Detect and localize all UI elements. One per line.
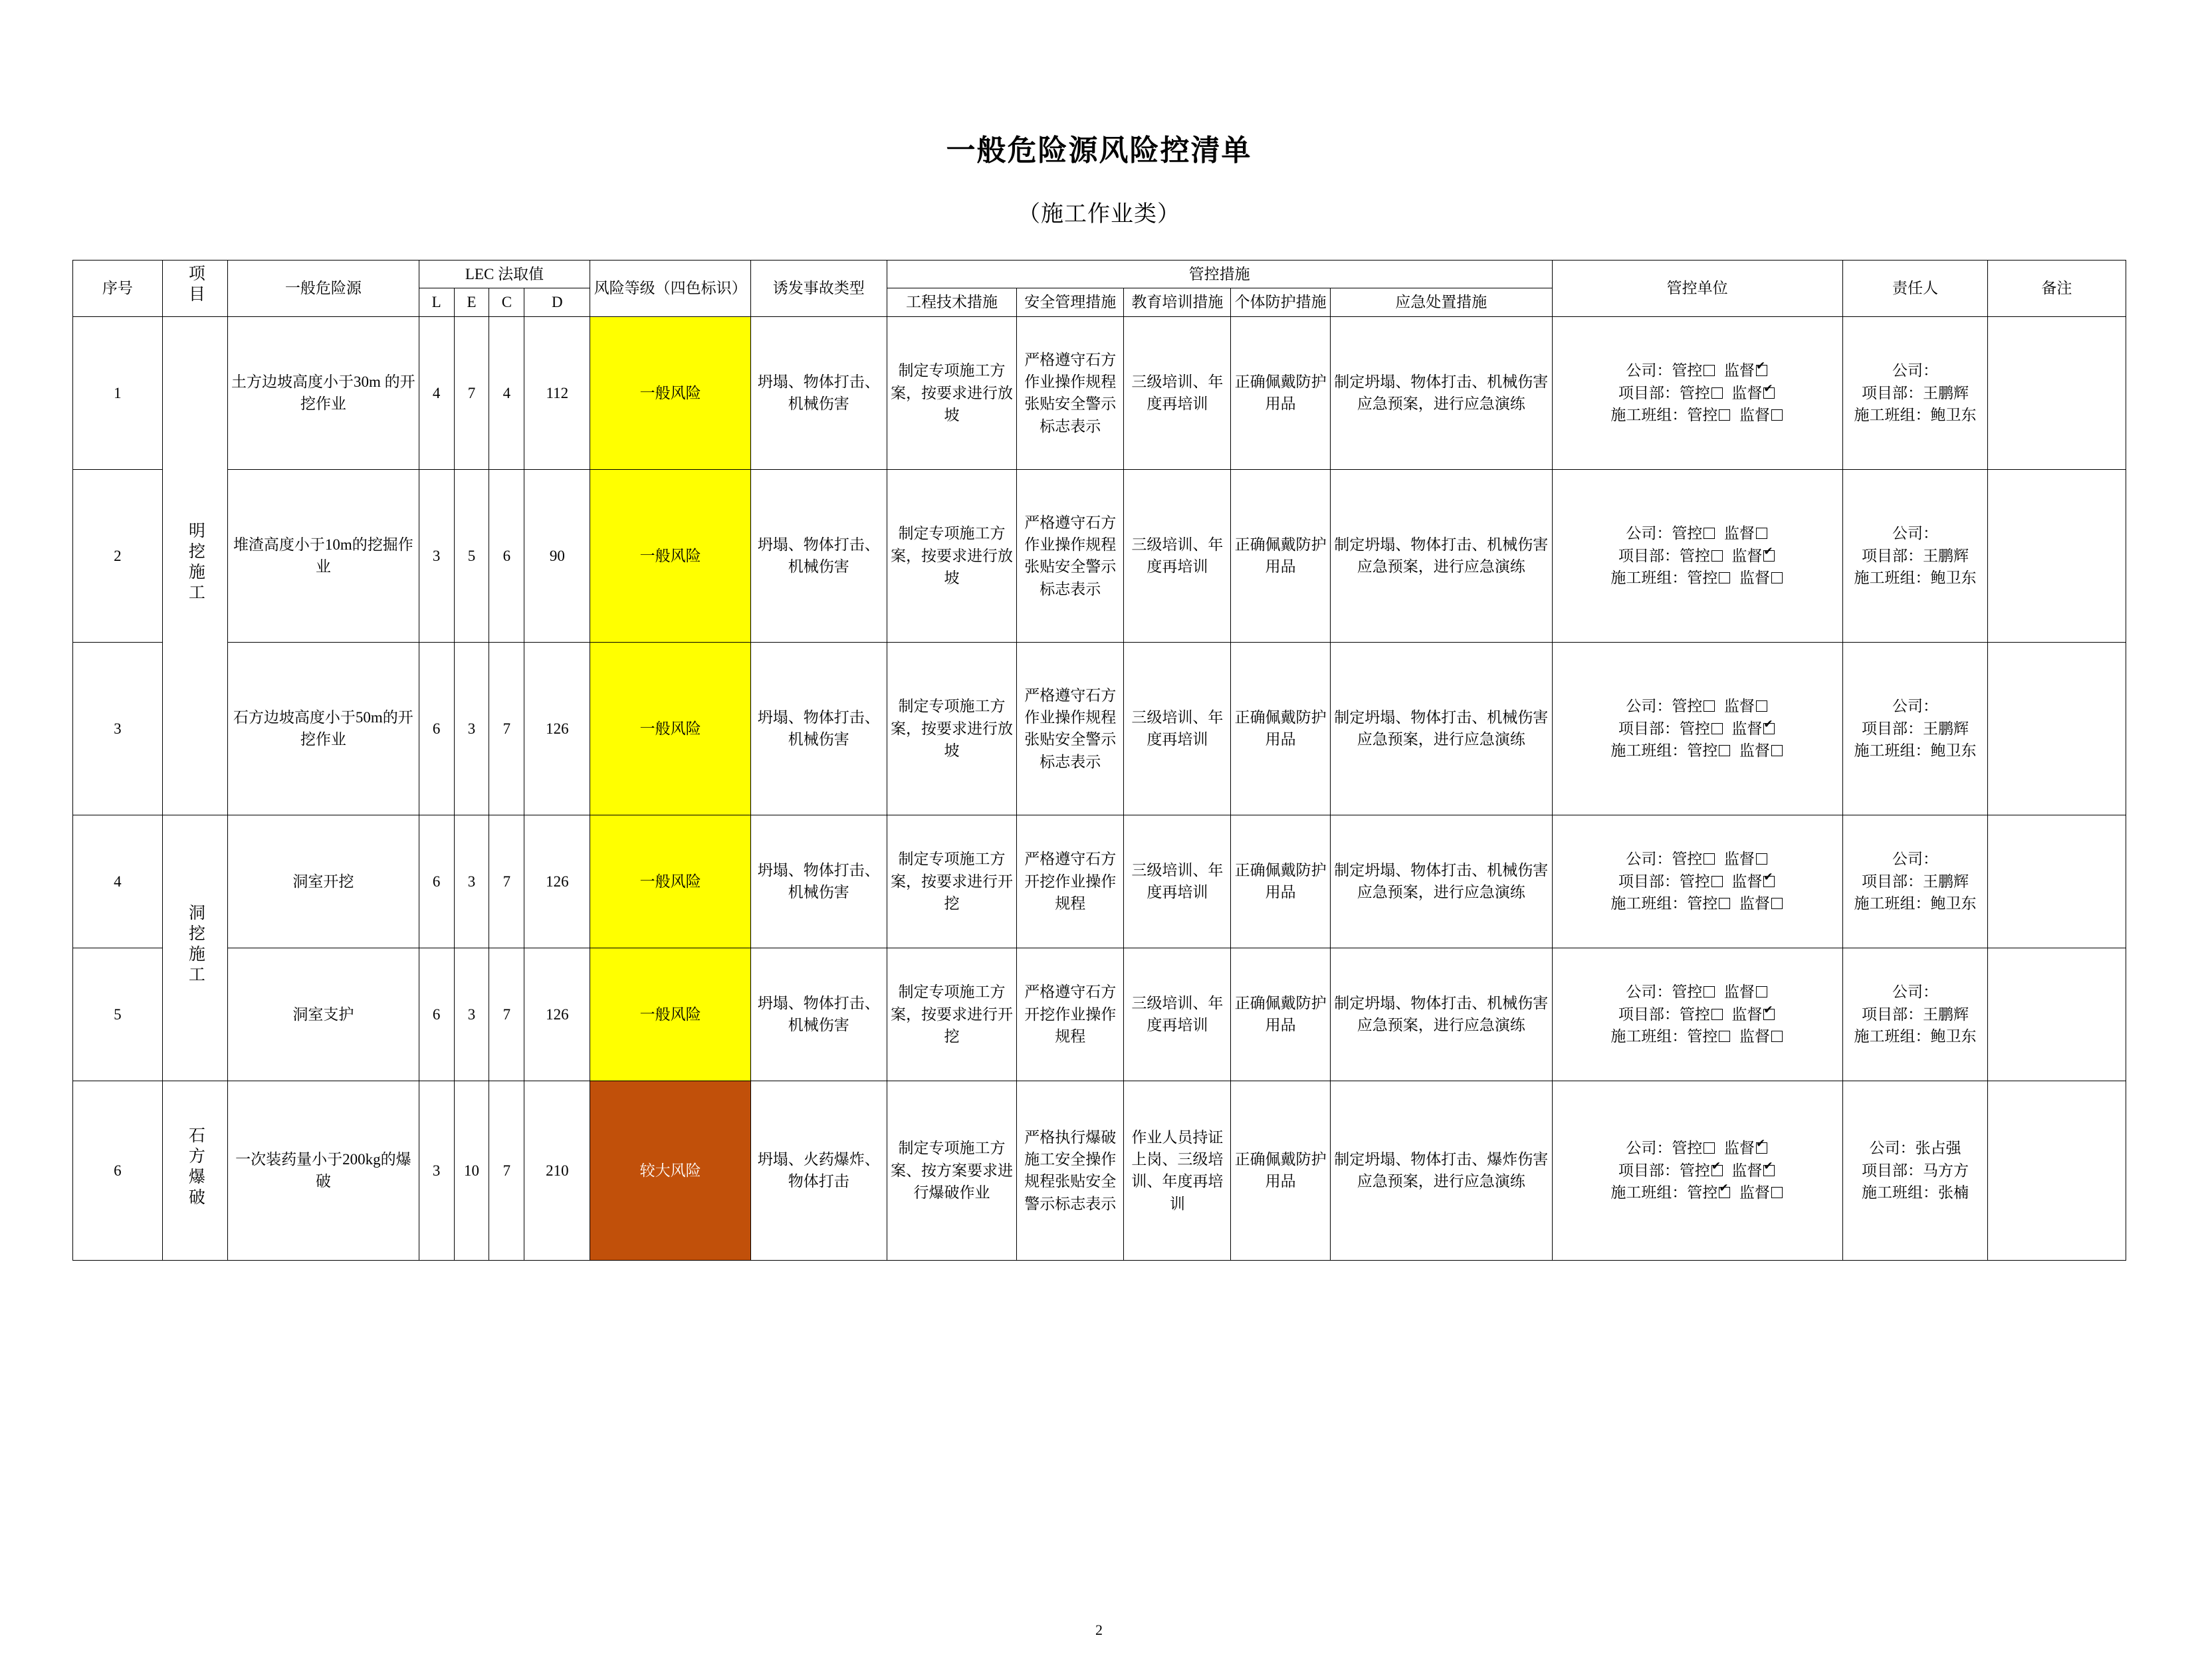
control-unit-line-company — [1555, 981, 1840, 1003]
control-unit-label: 施工班组： — [1610, 742, 1688, 759]
cell-emergency: 制定坍塌、物体打击、机械伤害 应急预案，进行应急演练 — [1330, 815, 1552, 948]
checkbox-supervise-company[interactable] — [1756, 700, 1767, 712]
cell-accident-type: 坍塌、火药爆炸、物体打击 — [750, 1081, 887, 1260]
project-group-label: 明挖施工 — [186, 521, 205, 604]
checkbox-control-company[interactable] — [1703, 853, 1715, 865]
table-row — [72, 815, 2126, 948]
cell-accident-type: 坍塌、物体打击、机械伤害 — [750, 948, 887, 1081]
cell-lec-l: 3 — [419, 469, 454, 642]
responsible-line: 项目部：王鹏辉 — [1861, 873, 1969, 890]
supervise-checkbox-label: 监督 — [1723, 851, 1755, 868]
checkbox-supervise-company[interactable] — [1756, 365, 1767, 376]
cell-lec-d: 90 — [524, 469, 590, 642]
checkbox-supervise-crew[interactable] — [1771, 572, 1783, 583]
cell-remark — [1988, 815, 2126, 948]
cell-hazard: 一次装药量小于200kg的爆破 — [228, 1081, 419, 1260]
control-unit-label: 项目部： — [1618, 1005, 1680, 1023]
control-unit-line-company — [1555, 360, 1840, 381]
checkbox-supervise-company[interactable] — [1756, 1142, 1767, 1154]
responsible-line: 项目部：王鹏辉 — [1861, 1005, 1969, 1023]
cell-seq: 6 — [72, 1081, 163, 1260]
cell-lec-c: 4 — [489, 316, 524, 469]
cell-lec-e: 3 — [454, 642, 489, 815]
cell-control-unit — [1552, 1081, 1842, 1260]
supervise-checkbox-label: 监督 — [1739, 742, 1770, 759]
header-engineering: 工程技术措施 — [887, 288, 1017, 316]
cell-control-unit — [1552, 642, 1842, 815]
responsible-line: 公司： — [1892, 698, 1938, 715]
cell-responsible — [1842, 469, 1988, 642]
header-lec-e: E — [454, 288, 489, 316]
supervise-checkbox-label: 监督 — [1739, 406, 1770, 423]
cell-education: 三级培训、年度再培训 — [1124, 948, 1231, 1081]
control-unit-line-project-dept — [1555, 1003, 1840, 1025]
control-unit-line-crew — [1555, 1025, 1840, 1047]
header-responsible: 责任人 — [1842, 261, 1988, 317]
responsible-line: 施工班组：鲍卫东 — [1854, 742, 1977, 759]
control-unit-label: 项目部： — [1618, 384, 1680, 401]
cell-engineering: 制定专项施工方案，按要求进行放坡 — [887, 316, 1017, 469]
responsible-line: 公司： — [1892, 362, 1938, 379]
control-unit-line-crew — [1555, 404, 1840, 426]
responsible-line: 公司：张占强 — [1869, 1140, 1961, 1157]
control-unit-line-project-dept — [1555, 382, 1840, 404]
control-checkbox-label: 管控 — [1672, 1140, 1703, 1157]
responsible-line: 施工班组：鲍卫东 — [1854, 1027, 1977, 1045]
header-emergency: 应急处置措施 — [1330, 288, 1552, 316]
control-checkbox-label: 管控 — [1679, 384, 1710, 401]
cell-responsible — [1842, 815, 1988, 948]
checkbox-control-company[interactable] — [1703, 528, 1715, 539]
supervise-checkbox-label: 监督 — [1739, 894, 1770, 912]
checkbox-supervise-company[interactable] — [1756, 853, 1767, 865]
checkbox-supervise-company[interactable] — [1756, 528, 1767, 539]
cell-emergency: 制定坍塌、物体打击、机械伤害 应急预案，进行应急演练 — [1330, 948, 1552, 1081]
cell-project-group — [163, 815, 228, 1081]
responsible-line: 施工班组：张楠 — [1861, 1184, 1969, 1201]
cell-lec-e: 10 — [454, 1081, 489, 1260]
supervise-checkbox-label: 监督 — [1723, 362, 1755, 379]
cell-lec-l: 6 — [419, 642, 454, 815]
cell-hazard: 洞室开挖 — [228, 815, 419, 948]
control-unit-line-company — [1555, 695, 1840, 717]
cell-lec-c: 7 — [489, 815, 524, 948]
control-unit-label: 施工班组： — [1610, 1184, 1688, 1201]
cell-remark — [1988, 316, 2126, 469]
cell-accident-type: 坍塌、物体打击、机械伤害 — [750, 642, 887, 815]
project-group-label: 洞挖施工 — [186, 903, 205, 986]
cell-emergency: 制定坍塌、物体打击、机械伤害 应急预案，进行应急演练 — [1330, 316, 1552, 469]
responsible-line: 施工班组：鲍卫东 — [1854, 406, 1977, 423]
control-checkbox-label: 管控 — [1672, 851, 1703, 868]
cell-risk-level: 一般风险 — [590, 316, 751, 469]
control-unit-line-crew — [1555, 740, 1840, 762]
checkbox-control-crew[interactable] — [1719, 409, 1730, 421]
header-safety-mgmt: 安全管理措施 — [1017, 288, 1124, 316]
control-unit-label: 施工班组： — [1610, 569, 1688, 586]
cell-control-unit — [1552, 469, 1842, 642]
supervise-checkbox-label: 监督 — [1731, 384, 1763, 401]
table-row — [72, 469, 2126, 642]
supervise-checkbox-label: 监督 — [1731, 720, 1763, 737]
cell-seq: 2 — [72, 469, 163, 642]
checkbox-supervise-crew[interactable] — [1771, 898, 1783, 909]
header-risk-level: 风险等级（四色标识） — [590, 261, 751, 317]
cell-safety-mgmt: 严格遵守石方作业操作规程张贴安全警示标志表示 — [1017, 316, 1124, 469]
cell-risk-level: 一般风险 — [590, 469, 751, 642]
table-row — [72, 1081, 2126, 1260]
table-row — [72, 642, 2126, 815]
header-lec-d: D — [524, 288, 590, 316]
cell-responsible — [1842, 1081, 1988, 1260]
checkbox-supervise-project-dept[interactable] — [1763, 876, 1775, 887]
cell-education: 作业人员持证上岗、三级培训、年度再培训 — [1124, 1081, 1231, 1260]
cell-seq: 3 — [72, 642, 163, 815]
checkbox-supervise-crew[interactable] — [1771, 1187, 1783, 1198]
cell-lec-c: 7 — [489, 642, 524, 815]
checkbox-control-crew[interactable] — [1719, 1187, 1730, 1198]
checkbox-control-crew[interactable] — [1719, 1031, 1730, 1042]
checkbox-supervise-project-dept[interactable] — [1763, 550, 1775, 562]
cell-seq: 5 — [72, 948, 163, 1081]
checkbox-control-crew[interactable] — [1719, 898, 1730, 909]
cell-seq: 4 — [72, 815, 163, 948]
risk-control-table — [72, 260, 2126, 1261]
cell-ppe: 正确佩戴防护用品 — [1231, 316, 1331, 469]
checkbox-control-company[interactable] — [1703, 986, 1715, 998]
cell-education: 三级培训、年度再培训 — [1124, 642, 1231, 815]
checkbox-control-crew[interactable] — [1719, 745, 1730, 756]
cell-emergency: 制定坍塌、物体打击、爆炸伤害 应急预案，进行应急演练 — [1330, 1081, 1552, 1260]
cell-safety-mgmt: 严格执行爆破施工安全操作规程张贴安全警示标志表示 — [1017, 1081, 1124, 1260]
control-checkbox-label: 管控 — [1687, 894, 1718, 912]
control-checkbox-label: 管控 — [1687, 569, 1718, 586]
cell-project-group — [163, 316, 228, 815]
responsible-line: 公司： — [1892, 525, 1938, 542]
supervise-checkbox-label: 监督 — [1739, 1184, 1770, 1201]
table-row — [72, 948, 2126, 1081]
cell-remark — [1988, 469, 2126, 642]
cell-education: 三级培训、年度再培训 — [1124, 815, 1231, 948]
cell-accident-type: 坍塌、物体打击、机械伤害 — [750, 815, 887, 948]
control-unit-line-company — [1555, 522, 1840, 544]
cell-accident-type: 坍塌、物体打击、机械伤害 — [750, 316, 887, 469]
checkbox-supervise-project-dept[interactable] — [1763, 1009, 1775, 1020]
control-unit-label: 公司： — [1626, 851, 1672, 868]
checkbox-supervise-crew[interactable] — [1771, 409, 1783, 421]
cell-risk-level: 较大风险 — [590, 1081, 751, 1260]
cell-lec-d: 210 — [524, 1081, 590, 1260]
responsible-line: 公司： — [1892, 984, 1938, 1001]
checkbox-supervise-project-dept[interactable] — [1763, 387, 1775, 399]
supervise-checkbox-label: 监督 — [1731, 873, 1763, 890]
cell-engineering: 制定专项施工方案、按方案要求进行爆破作业 — [887, 1081, 1017, 1260]
control-unit-label: 公司： — [1626, 362, 1672, 379]
checkbox-supervise-crew[interactable] — [1771, 1031, 1783, 1042]
control-checkbox-label: 管控 — [1679, 1005, 1710, 1023]
header-hazard: 一般危险源 — [228, 261, 419, 317]
control-checkbox-label: 管控 — [1687, 406, 1718, 423]
page-title: 一般危险源风险控清单 — [946, 134, 1252, 167]
cell-seq: 1 — [72, 316, 163, 469]
cell-remark — [1988, 1081, 2126, 1260]
header-accident-type: 诱发事故类型 — [750, 261, 887, 317]
cell-control-unit — [1552, 948, 1842, 1081]
cell-remark — [1988, 642, 2126, 815]
cell-hazard: 洞室支护 — [228, 948, 419, 1081]
control-checkbox-label: 管控 — [1679, 720, 1710, 737]
control-unit-line-company — [1555, 848, 1840, 870]
control-checkbox-label: 管控 — [1672, 984, 1703, 1001]
header-lec-l: L — [419, 288, 454, 316]
cell-safety-mgmt: 严格遵守石方作业操作规程张贴安全警示标志表示 — [1017, 469, 1124, 642]
checkbox-control-company[interactable] — [1703, 1142, 1715, 1154]
control-unit-line-crew — [1555, 567, 1840, 589]
control-unit-label: 项目部： — [1618, 1162, 1680, 1179]
responsible-line: 施工班组：鲍卫东 — [1854, 569, 1977, 586]
control-unit-label: 公司： — [1626, 698, 1672, 715]
cell-hazard: 土方边坡高度小于30m 的开挖作业 — [228, 316, 419, 469]
cell-education: 三级培训、年度再培训 — [1124, 316, 1231, 469]
header-project: 项目 — [163, 261, 228, 317]
header-remark: 备注 — [1988, 261, 2126, 317]
cell-engineering: 制定专项施工方案，按要求进行放坡 — [887, 642, 1017, 815]
cell-ppe: 正确佩戴防护用品 — [1231, 642, 1331, 815]
control-unit-label: 施工班组： — [1610, 1027, 1688, 1045]
header-control-unit: 管控单位 — [1552, 261, 1842, 317]
control-checkbox-label: 管控 — [1679, 547, 1710, 564]
cell-control-unit — [1552, 815, 1842, 948]
control-unit-label: 公司： — [1626, 1140, 1672, 1157]
control-unit-label: 公司： — [1626, 984, 1672, 1001]
checkbox-control-project-dept[interactable] — [1711, 876, 1723, 887]
cell-engineering: 制定专项施工方案，按要求进行开挖 — [887, 948, 1017, 1081]
cell-responsible — [1842, 948, 1988, 1081]
control-checkbox-label: 管控 — [1672, 362, 1703, 379]
supervise-checkbox-label: 监督 — [1731, 1162, 1763, 1179]
responsible-line: 项目部：马方方 — [1861, 1162, 1969, 1179]
supervise-checkbox-label: 监督 — [1723, 698, 1755, 715]
control-unit-line-crew — [1555, 1182, 1840, 1204]
control-checkbox-label: 管控 — [1687, 742, 1718, 759]
checkbox-supervise-project-dept[interactable] — [1763, 1165, 1775, 1176]
control-unit-label: 项目部： — [1618, 720, 1680, 737]
control-unit-line-company — [1555, 1137, 1840, 1159]
control-checkbox-label: 管控 — [1679, 1162, 1710, 1179]
responsible-line: 项目部：王鹏辉 — [1861, 384, 1969, 401]
cell-lec-c: 7 — [489, 1081, 524, 1260]
control-checkbox-label: 管控 — [1687, 1027, 1718, 1045]
cell-responsible — [1842, 642, 1988, 815]
responsible-line: 施工班组：鲍卫东 — [1854, 894, 1977, 912]
cell-lec-l: 6 — [419, 948, 454, 1081]
cell-lec-c: 6 — [489, 469, 524, 642]
checkbox-control-company[interactable] — [1703, 365, 1715, 376]
cell-ppe: 正确佩戴防护用品 — [1231, 1081, 1331, 1260]
cell-control-unit — [1552, 316, 1842, 469]
checkbox-control-company[interactable] — [1703, 700, 1715, 712]
control-unit-line-project-dept — [1555, 1160, 1840, 1182]
checkbox-supervise-crew[interactable] — [1771, 745, 1783, 756]
checkbox-supervise-company[interactable] — [1756, 986, 1767, 998]
responsible-line: 公司： — [1892, 851, 1938, 868]
control-unit-line-crew — [1555, 892, 1840, 914]
checkbox-control-project-dept[interactable] — [1711, 1009, 1723, 1020]
cell-lec-e: 5 — [454, 469, 489, 642]
control-unit-line-project-dept — [1555, 871, 1840, 892]
cell-risk-level: 一般风险 — [590, 815, 751, 948]
header-education: 教育培训措施 — [1124, 288, 1231, 316]
cell-engineering: 制定专项施工方案，按要求进行开挖 — [887, 815, 1017, 948]
cell-lec-d: 126 — [524, 815, 590, 948]
table-body — [72, 316, 2126, 1260]
supervise-checkbox-label: 监督 — [1739, 1027, 1770, 1045]
control-checkbox-label: 管控 — [1672, 525, 1703, 542]
cell-lec-d: 126 — [524, 642, 590, 815]
cell-lec-e: 3 — [454, 815, 489, 948]
header-seq: 序号 — [72, 261, 163, 317]
header-control-group: 管控措施 — [887, 261, 1552, 288]
document-page — [0, 126, 2198, 1680]
checkbox-control-project-dept[interactable] — [1711, 387, 1723, 399]
control-unit-line-project-dept — [1555, 545, 1840, 567]
checkbox-control-crew[interactable] — [1719, 572, 1730, 583]
control-unit-label: 项目部： — [1618, 873, 1680, 890]
cell-lec-l: 3 — [419, 1081, 454, 1260]
cell-responsible — [1842, 316, 1988, 469]
cell-safety-mgmt: 严格遵守石方作业操作规程张贴安全警示标志表示 — [1017, 642, 1124, 815]
cell-lec-l: 6 — [419, 815, 454, 948]
responsible-line: 项目部：王鹏辉 — [1861, 547, 1969, 564]
cell-lec-l: 4 — [419, 316, 454, 469]
cell-emergency: 制定坍塌、物体打击、机械伤害 应急预案，进行应急演练 — [1330, 642, 1552, 815]
control-checkbox-label: 管控 — [1672, 698, 1703, 715]
control-unit-label: 施工班组： — [1610, 406, 1688, 423]
supervise-checkbox-label: 监督 — [1723, 984, 1755, 1001]
cell-education: 三级培训、年度再培训 — [1124, 469, 1231, 642]
cell-accident-type: 坍塌、物体打击、机械伤害 — [750, 469, 887, 642]
page-number: 2 — [1095, 1622, 1103, 1638]
supervise-checkbox-label: 监督 — [1739, 569, 1770, 586]
cell-lec-e: 7 — [454, 316, 489, 469]
project-group-label: 石方爆破 — [186, 1126, 205, 1209]
cell-risk-level: 一般风险 — [590, 948, 751, 1081]
cell-engineering: 制定专项施工方案，按要求进行放坡 — [887, 469, 1017, 642]
control-unit-label: 项目部： — [1618, 547, 1680, 564]
checkbox-control-project-dept[interactable] — [1711, 723, 1723, 734]
cell-lec-c: 7 — [489, 948, 524, 1081]
cell-lec-d: 126 — [524, 948, 590, 1081]
cell-ppe: 正确佩戴防护用品 — [1231, 948, 1331, 1081]
control-checkbox-label: 管控 — [1679, 873, 1710, 890]
control-checkbox-label: 管控 — [1687, 1184, 1718, 1201]
header-lec-group: LEC 法取值 — [419, 261, 590, 288]
cell-safety-mgmt: 严格遵守石方开挖作业操作规程 — [1017, 815, 1124, 948]
supervise-checkbox-label: 监督 — [1723, 1140, 1755, 1157]
cell-ppe: 正确佩戴防护用品 — [1231, 815, 1331, 948]
cell-remark — [1988, 948, 2126, 1081]
checkbox-control-project-dept[interactable] — [1711, 1165, 1723, 1176]
table-row — [72, 316, 2126, 469]
cell-lec-d: 112 — [524, 316, 590, 469]
header-ppe: 个体防护措施 — [1231, 288, 1331, 316]
cell-safety-mgmt: 严格遵守石方开挖作业操作规程 — [1017, 948, 1124, 1081]
supervise-checkbox-label: 监督 — [1723, 525, 1755, 542]
cell-hazard: 堆渣高度小于10m的挖掘作业 — [228, 469, 419, 642]
cell-risk-level: 一般风险 — [590, 642, 751, 815]
checkbox-supervise-project-dept[interactable] — [1763, 723, 1775, 734]
control-unit-label: 公司： — [1626, 525, 1672, 542]
table-header-row-1 — [72, 261, 2126, 288]
page-subtitle: （施工作业类） — [1018, 202, 1180, 227]
cell-lec-e: 3 — [454, 948, 489, 1081]
control-unit-line-project-dept — [1555, 718, 1840, 740]
supervise-checkbox-label: 监督 — [1731, 547, 1763, 564]
control-unit-label: 施工班组： — [1610, 894, 1688, 912]
header-lec-c: C — [489, 288, 524, 316]
cell-hazard: 石方边坡高度小于50m的开挖作业 — [228, 642, 419, 815]
cell-emergency: 制定坍塌、物体打击、机械伤害 应急预案，进行应急演练 — [1330, 469, 1552, 642]
checkbox-control-project-dept[interactable] — [1711, 550, 1723, 562]
cell-project-group — [163, 1081, 228, 1260]
responsible-line: 项目部：王鹏辉 — [1861, 720, 1969, 737]
cell-ppe: 正确佩戴防护用品 — [1231, 469, 1331, 642]
supervise-checkbox-label: 监督 — [1731, 1005, 1763, 1023]
